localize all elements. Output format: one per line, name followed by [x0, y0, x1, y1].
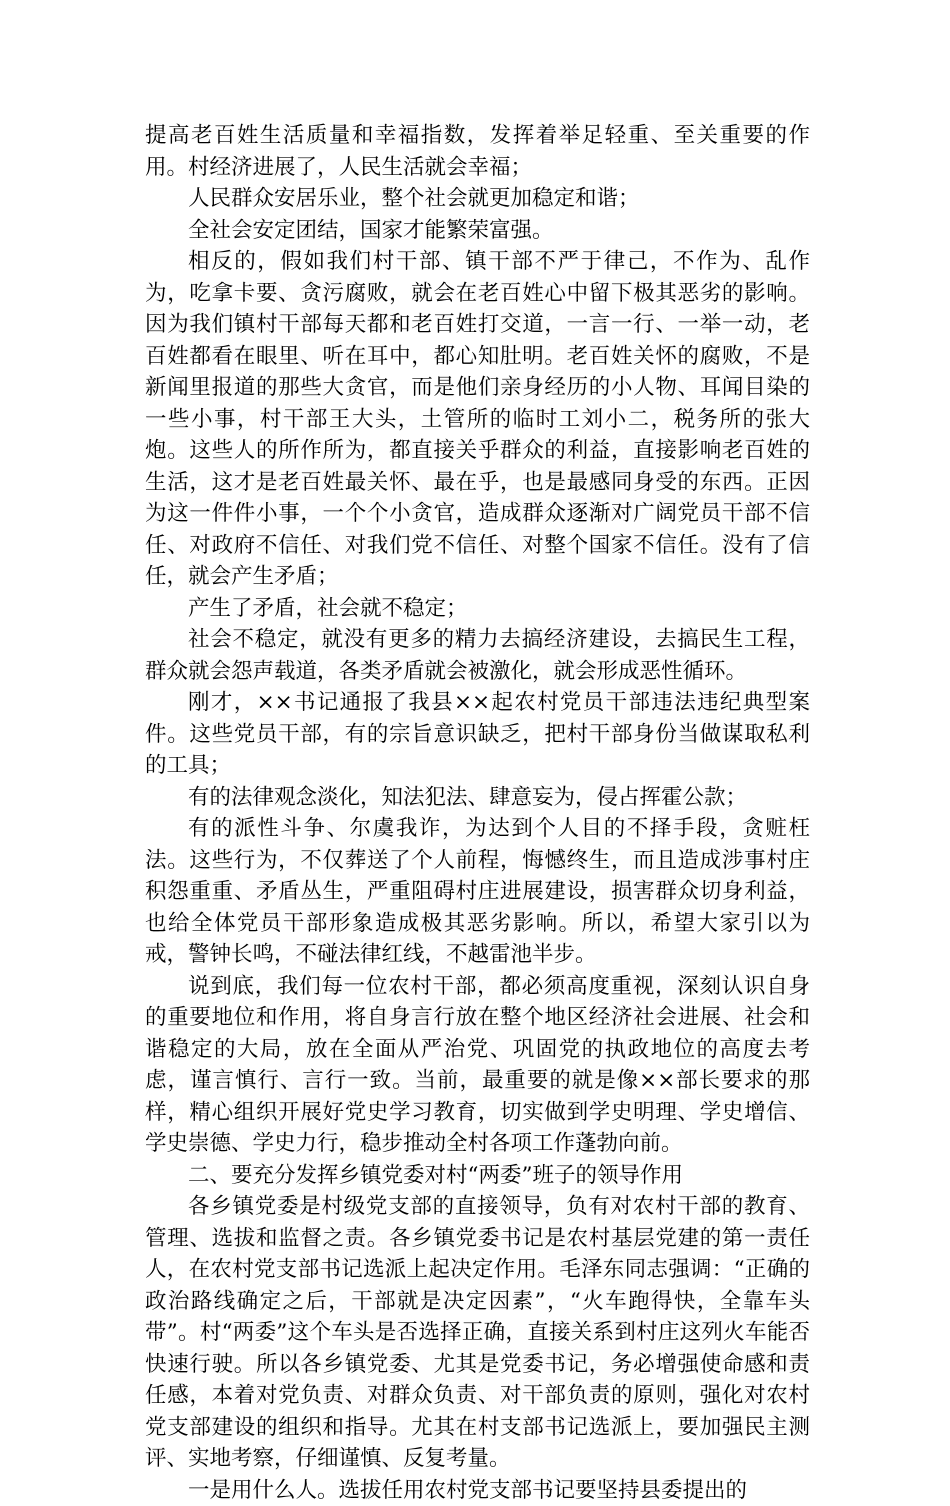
paragraph: 社会不稳定，就没有更多的精力去搞经济建设，去搞民生工程，群众就会怨声载道，各类矛盾就会被激化，就会形成恶性循环。 [145, 624, 810, 687]
paragraph: 说到底，我们每一位农村干部，都必须高度重视，深刻认识自身的重要地位和作用，将自身言行放在整个地区经济社会进展、社会和谐稳定的大局，放在全面从严治党、巩固党的执政地位的高度去考虑，谨言慎行、言行一致。当前，最重要的就是像××部长要求的那样，精心组织开展好党史学习教育，切实做到学史明理、学史增信、学史崇德、学史力行，稳步推动全村各项工作蓬勃向前。 [145, 971, 810, 1160]
paragraph: 有的派性斗争、尔虞我诈，为达到个人目的不择手段，贪赃枉法。这些行为，不仅葬送了个人前程，悔憾终生，而且造成涉事村庄积怨重重、矛盾丛生，严重阻碍村庄进展建设，损害群众切身利益，也给全体党员干部形象造成极其恶劣影响。所以，希望大家引以为戒，警钟长鸣，不碰法律红线，不越雷池半步。 [145, 813, 810, 971]
paragraph: 人民群众安居乐业，整个社会就更加稳定和谐； [145, 183, 810, 215]
paragraph: 一是用什么人。选拔任用农村党支部书记要坚持县委提出的 [145, 1475, 810, 1506]
paragraph: 全社会安定团结，国家才能繁荣富强。 [145, 215, 810, 247]
paragraph: 提高老百姓生活质量和幸福指数，发挥着举足轻重、至关重要的作用。村经济进展了，人民生活就会幸福； [145, 120, 810, 183]
paragraph: 产生了矛盾，社会就不稳定； [145, 593, 810, 625]
paragraph: 有的法律观念淡化，知法犯法、肆意妄为，侵占挥霍公款； [145, 782, 810, 814]
paragraph: 刚才，××书记通报了我县××起农村党员干部违法违纪典型案件。这些党员干部，有的宗旨意识缺乏，把村干部身份当做谋取私利的工具； [145, 687, 810, 782]
paragraph: 相反的，假如我们村干部、镇干部不严于律己，不作为、乱作为，吃拿卡要、贪污腐败，就会在老百姓心中留下极其恶劣的影响。因为我们镇村干部每天都和老百姓打交道，一言一行、一举一动，老百姓都看在眼里、听在耳中，都心知肚明。老百姓关怀的腐败，不是新闻里报道的那些大贪官，而是他们亲身经历的小人物、耳闻目染的一些小事，村干部王大头，土管所的临时工刘小二，税务所的张大炮。这些人的所作所为，都直接关乎群众的利益，直接影响老百姓的生活，这才是老百姓最关怀、最在乎，也是最感同身受的东西。正因为这一件件小事，一个个小贪官，造成群众逐渐对广阔党员干部不信任、对政府不信任、对我们党不信任、对整个国家不信任。没有了信任，就会产生矛盾； [145, 246, 810, 593]
section-heading: 二、要充分发挥乡镇党委对村“两委”班子的领导作用 [145, 1160, 810, 1192]
document-body [145, 120, 810, 1506]
paragraph: 各乡镇党委是村级党支部的直接领导，负有对农村干部的教育、管理、选拔和监督之责。各乡镇党委书记是农村基层党建的第一责任人，在农村党支部书记选派上起决定作用。毛泽东同志强调：“正确的政治路线确定之后，干部就是决定因素”，“火车跑得快，全靠车头带”。村“两委”这个车头是否选择正确，直接关系到村庄这列火车能否快速行驶。所以各乡镇党委、尤其是党委书记，务必增强使命感和责任感，本着对党负责、对群众负责、对干部负责的原则，强化对农村党支部建设的组织和指导。尤其在村支部书记选派上，要加强民主测评、实地考察，仔细谨慎、反复考量。 [145, 1191, 810, 1475]
